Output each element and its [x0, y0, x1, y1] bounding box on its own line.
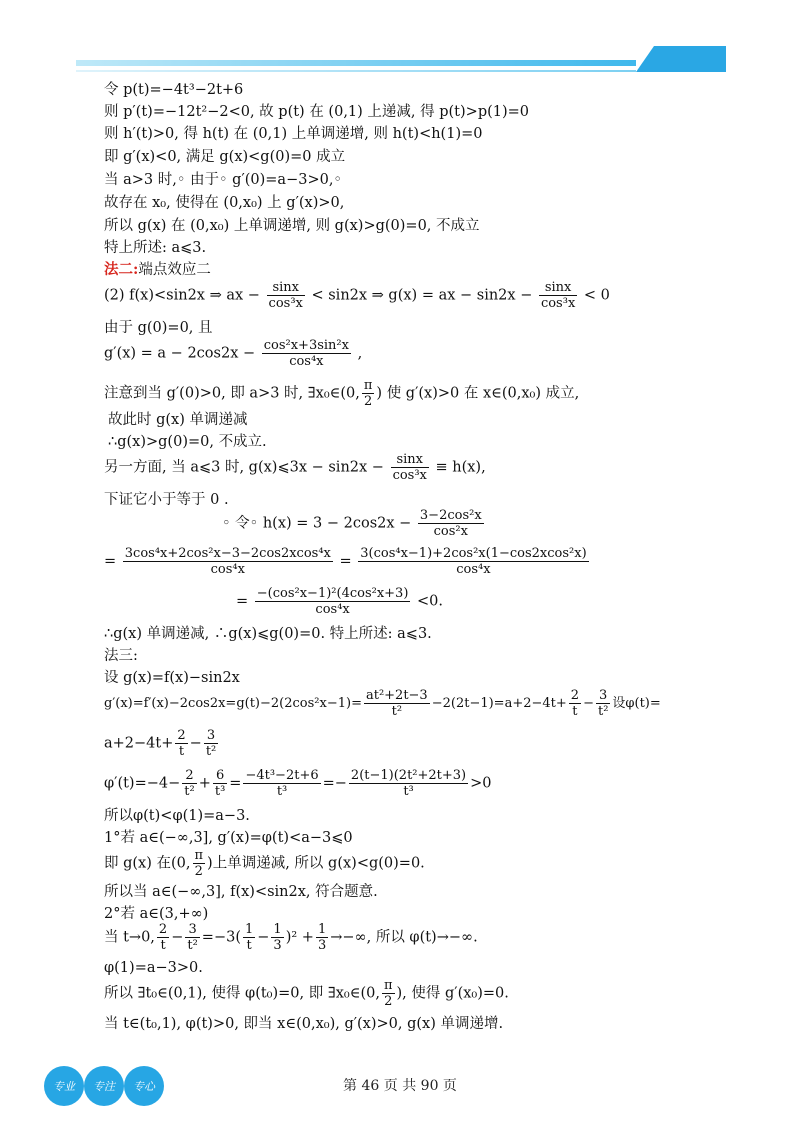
text-line: 所以φ(t)<φ(1)=a−3. [104, 808, 250, 824]
denominator: t³ [214, 784, 226, 799]
formula-part: g′(x)=f′(x)−2cos2x=g(t)−2(2cos²x−1)= [104, 696, 362, 711]
text-line: 所以当 a∈(−∞,3], f(x)<sin2x, 符合题意. [104, 884, 378, 900]
formula-line [104, 978, 509, 1009]
formula-line [104, 728, 220, 759]
formula-line [104, 452, 486, 483]
formula-part: 注意到当 g′(0)>0, 即 a>3 时, ∃x₀∈ [104, 385, 341, 402]
denominator: cos³x [392, 468, 427, 483]
text-line: 当 t∈(t₀,1), φ(t)>0, 即当 x∈(0,x₀), g′(x)>0, g(x) 单调递增. [104, 1016, 504, 1032]
fraction [204, 728, 218, 759]
formula-part: (0, [340, 385, 360, 402]
denominator: cos⁴x [210, 562, 245, 577]
numerator: sinx [539, 280, 577, 296]
formula-part: ≡ h(x), [435, 459, 486, 476]
numerator: 2 [158, 922, 168, 937]
fraction [175, 728, 187, 759]
formula-part: 设φ(t)= [612, 696, 661, 711]
denominator: 3 [273, 938, 282, 953]
formula-part: 上单调递减, 所以 g(x)<g(0)=0. [212, 855, 425, 872]
text-line: ∴g(x) 单调递减, ∴g(x)⩽g(0)=0. 特上所述: a⩽3. [104, 626, 432, 642]
formula-part: (0, [360, 985, 380, 1002]
formula-line [104, 546, 591, 577]
denominator: t² [205, 744, 217, 759]
text-line: 当 a>3 时,◦ 由于◦ g′(0)=a−3>0,◦ [104, 172, 342, 188]
formula-part: = [236, 593, 249, 610]
formula-part: = [104, 553, 117, 570]
numerator: 2 [182, 768, 196, 784]
numerator: 3(cos⁴x−1)+2cos²x(1−cos2xcos²x) [360, 546, 587, 561]
denominator: 2 [194, 864, 203, 879]
numerator: 1 [317, 922, 327, 937]
formula-line [236, 586, 443, 617]
formula-part: φ′(t)=−4− [104, 775, 181, 792]
formula-part: , [357, 345, 363, 362]
page-number: 第 46 页 共 90 页 [343, 1078, 457, 1094]
formula-part: >0 [470, 775, 492, 792]
denominator: t³ [276, 784, 288, 799]
text-line: 设 g(x)=f(x)−sin2x [104, 670, 240, 686]
formula-part: 即 g(x) 在 [104, 855, 171, 872]
formula-part: , 使得 g′(x₀)=0. [402, 985, 509, 1002]
formula-part: (2) f(x)<sin2x ⇒ ax − [104, 287, 260, 304]
formula-part: + [198, 775, 211, 792]
numerator: 1 [244, 922, 254, 937]
text-line: 则 p′(t)=−12t²−2<0, 故 p(t) 在 (0,1) 上递减, 得 p(t)>p(1)=0 [104, 104, 530, 120]
text-line: 故此时 g(x) 单调递减 [108, 412, 248, 428]
footer-badge: 专心 [124, 1066, 164, 1106]
formula-part: − [171, 929, 184, 946]
denominator: t [160, 938, 166, 953]
formula-part: =− [322, 775, 347, 792]
text-line: φ(1)=a−3>0. [104, 960, 203, 976]
fraction [213, 768, 227, 799]
formula-line [104, 688, 661, 719]
denominator: cos³x [268, 296, 303, 311]
numerator: 3−2cos²x [419, 508, 482, 523]
fraction [362, 378, 375, 409]
fraction [262, 338, 351, 369]
fraction [182, 768, 196, 799]
numerator: 3cos⁴x+2cos²x−3−2cos2xcos⁴x [124, 546, 331, 561]
fraction [243, 768, 320, 799]
formula-line [104, 280, 610, 311]
header-accent-bar [76, 60, 636, 66]
fraction [539, 280, 577, 311]
numerator: 1 [273, 922, 282, 937]
text-line: 故存在 x₀, 使得在 (0,x₀) 上 g′(x)>0, [104, 195, 345, 211]
formula-line [104, 922, 478, 953]
fraction [243, 922, 255, 953]
fraction [255, 586, 411, 617]
fraction [391, 452, 429, 483]
formula-part: ) [376, 385, 383, 402]
header-accent-tab [636, 46, 726, 72]
numerator: 6 [213, 768, 227, 784]
numerator: π [194, 848, 204, 863]
formula-part: = [229, 775, 242, 792]
fraction [267, 280, 305, 311]
text-line: 则 h′(t)>0, 得 h(t) 在 (0,1) 上单调递增, 则 h(t)<h(1)=0 [104, 126, 483, 142]
numerator: 3 [596, 688, 610, 704]
fraction [157, 922, 169, 953]
formula-part: 使 g′(x)>0 在 x∈(0,x₀) 成立, [386, 385, 580, 402]
text-line: 所以 g(x) 在 (0,x₀) 上单调递增, 则 g(x)>g(0)=0, 不成立 [104, 218, 480, 234]
formula-part: a+2−4t+ [104, 735, 174, 752]
fraction [364, 688, 430, 719]
numerator: at²+2t−3 [365, 688, 428, 703]
formula-part: − [583, 696, 594, 711]
numerator: sinx [391, 452, 429, 468]
numerator: sinx [267, 280, 305, 296]
footer-badge: 专注 [84, 1066, 124, 1106]
formula-line [104, 378, 579, 409]
numerator: 2(t−1)(2t²+2t+3) [350, 768, 467, 783]
method-heading [104, 260, 211, 280]
denominator: 3 [317, 938, 327, 953]
footer-badge: 专业 [44, 1066, 84, 1106]
fraction [596, 688, 610, 719]
numerator: cos²x+3sin²x [263, 338, 349, 353]
formula-line [104, 768, 492, 799]
numerator: π [383, 978, 393, 993]
method-label: 法二: [104, 261, 139, 278]
formula-part: g′(x) = a − 2cos2x − [104, 345, 256, 362]
formula-part: <0. [417, 593, 443, 610]
formula-part: )² + [285, 929, 314, 946]
text-line: 2°若 a∈(3,+∞) [104, 906, 209, 922]
formula-part: −2(2t−1)=a+2−4t+ [431, 696, 567, 711]
denominator: t² [597, 704, 609, 719]
fraction [193, 848, 206, 879]
denominator: t [246, 938, 252, 953]
text-line: 令 p(t)=−4t³−2t+6 [104, 82, 244, 98]
denominator: t² [391, 704, 403, 719]
denominator: cos³x [540, 296, 576, 311]
denominator: t [572, 704, 578, 719]
fraction [349, 768, 468, 799]
formula-line [104, 848, 425, 879]
denominator: t² [184, 784, 195, 799]
numerator: π [363, 378, 373, 393]
formula-part: 另一方面, 当 a⩽3 时, g(x)⩽3x − sin2x − [104, 459, 384, 476]
text-line: 法三: [104, 648, 138, 664]
text-line: 由于 g(0)=0, 且 [104, 320, 213, 336]
formula-part: 当 t→0, [104, 929, 155, 946]
denominator: t³ [403, 784, 414, 799]
denominator: cos⁴x [456, 562, 491, 577]
formula-part: < 0 [583, 287, 610, 304]
numerator: 3 [204, 728, 218, 744]
numerator: −4t³−2t+6 [245, 768, 319, 783]
formula-part: < sin2x ⇒ g(x) = ax − sin2x − [311, 287, 533, 304]
denominator: t² [187, 938, 198, 953]
fraction [382, 978, 395, 1009]
fraction [569, 688, 581, 719]
denominator: cos⁴x [289, 354, 324, 369]
text-line: 特上所述: a⩽3. [104, 240, 207, 256]
formula-line [104, 338, 362, 369]
formula-part: − [257, 929, 270, 946]
formula-line [222, 508, 486, 539]
formula-part: ◦ 令◦ h(x) = 3 − 2cos2x − [222, 515, 412, 532]
denominator: 2 [384, 994, 393, 1009]
fraction [358, 546, 588, 577]
text-line: ∴g(x)>g(0)=0, 不成立. [108, 434, 267, 450]
fraction [123, 546, 333, 577]
denominator: 2 [364, 394, 373, 409]
fraction [418, 508, 484, 539]
formula-part: ) [207, 855, 213, 872]
formula-part: = [339, 553, 352, 570]
numerator: 3 [185, 922, 199, 938]
formula-part: (0, [171, 855, 191, 872]
formula-part: →−∞, 所以 φ(t)→−∞. [330, 929, 478, 946]
method-title: 端点效应二 [138, 262, 211, 278]
numerator: 2 [177, 728, 186, 743]
numerator: −(cos²x−1)²(4cos²x+3) [256, 586, 409, 601]
denominator: t [178, 744, 185, 759]
formula-part: =−3( [201, 929, 241, 946]
fraction [271, 922, 283, 953]
denominator: cos⁴x [315, 602, 350, 617]
formula-part: − [189, 735, 202, 752]
denominator: cos²x [433, 524, 468, 539]
text-line: 即 g′(x)<0, 满足 g(x)<g(0)=0 成立 [104, 149, 346, 165]
fraction [316, 922, 328, 953]
text-line: 下证它小于等于 0 . [104, 492, 229, 508]
fraction [185, 922, 199, 953]
text-line: 1°若 a∈(−∞,3], g′(x)=φ(t)<a−3⩽0 [104, 830, 353, 846]
numerator: 2 [570, 688, 580, 703]
header-accent-line [76, 70, 636, 72]
formula-part: 所以 ∃t₀∈(0,1), 使得 φ(t₀)=0, 即 ∃x₀∈ [104, 985, 361, 1002]
formula-part: ) [396, 985, 403, 1002]
